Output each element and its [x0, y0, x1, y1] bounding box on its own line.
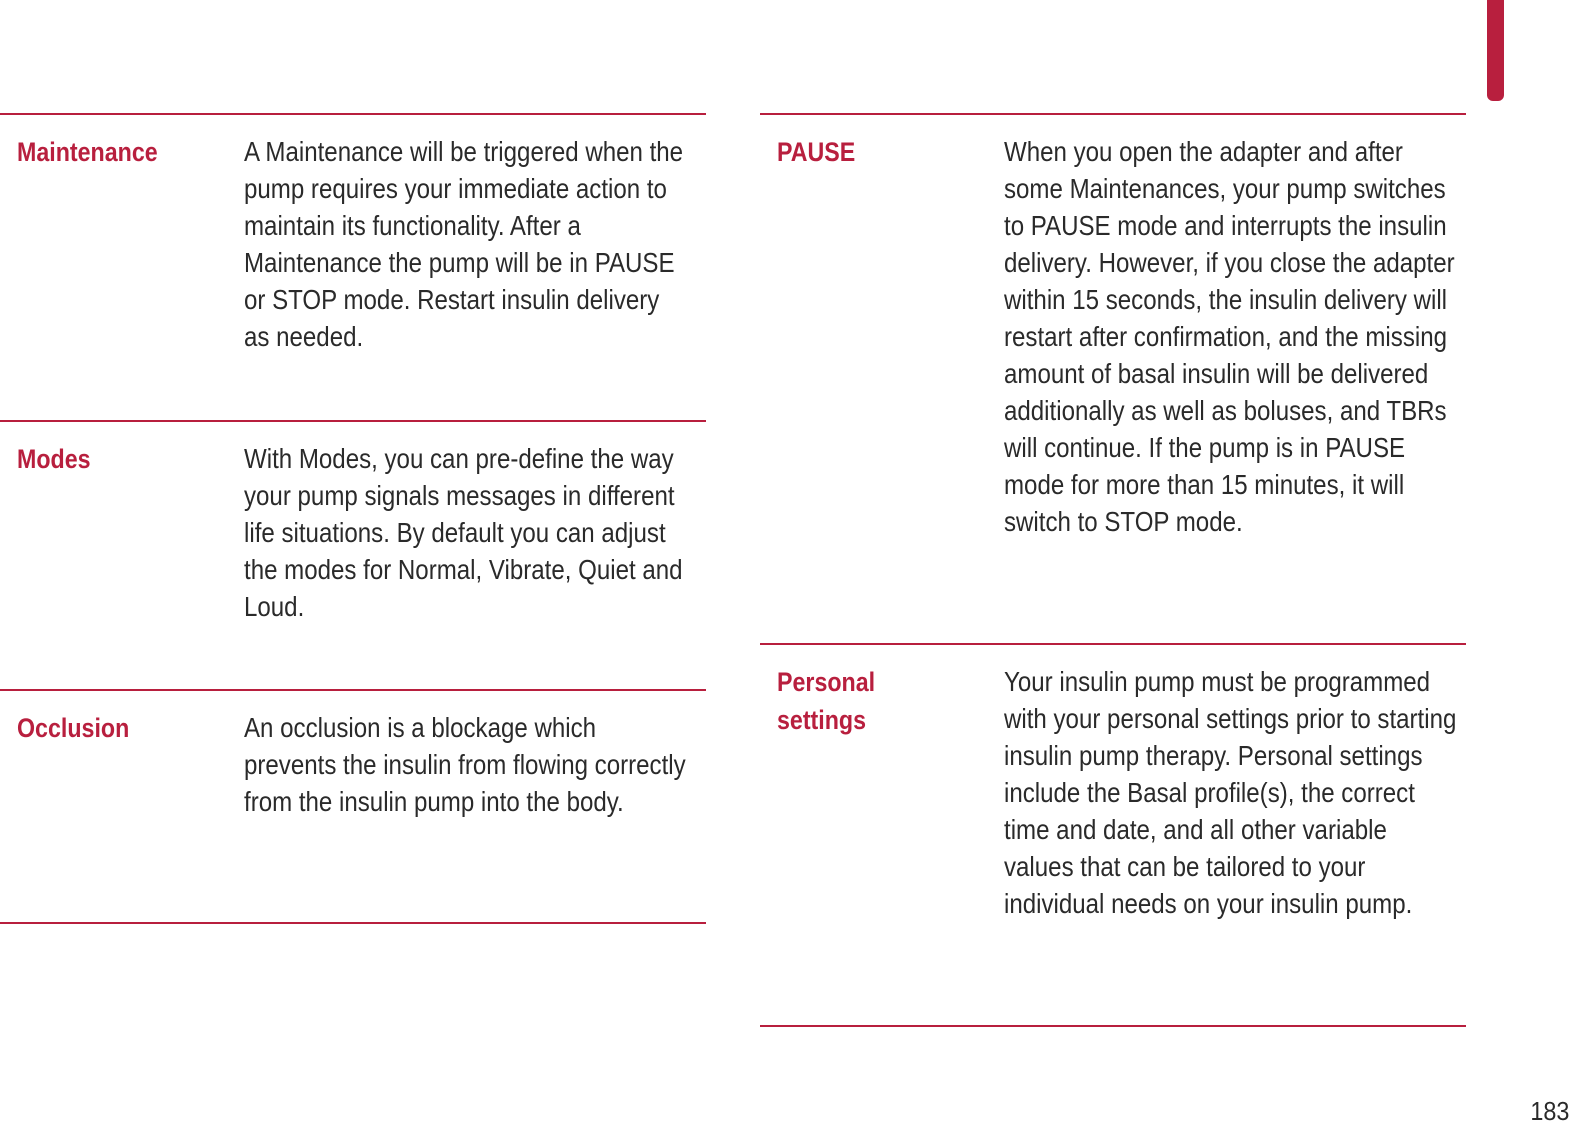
glossary-entry-occlusion	[0, 689, 706, 924]
glossary-definition: Your insulin pump must be programmed with your personal settings prior to starting insulin pump therapy. Personal settings include the Basal profile(s), the correct time and date, and all other variable values that can be tailored to your individual needs on your insulin pump.	[1004, 666, 1457, 919]
glossary-definition: With Modes, you can pre-define the way your pump signals messages in different life situations. By default you can adjust the modes for Normal, Vibrate, Quiet and Loud.	[244, 443, 683, 622]
glossary-term: Personal settings	[777, 667, 876, 735]
page-number: 183	[1529, 1096, 1569, 1126]
chapter-tab-marker	[1487, 0, 1504, 101]
glossary-term: PAUSE	[777, 137, 856, 167]
glossary-entry-maintenance	[0, 113, 706, 420]
glossary-entry-modes	[0, 420, 706, 689]
glossary-right-column	[760, 113, 1466, 1027]
glossary-definition: A Maintenance will be triggered when the pump requires your immediate action to maintain its functionality. After a Maintenance the pump will be in PAUSE or STOP mode. Restart insulin delivery as needed.	[244, 136, 684, 352]
glossary-left-column	[0, 113, 706, 924]
glossary-term: Occlusion	[17, 713, 130, 743]
glossary-term: Maintenance	[17, 137, 158, 167]
glossary-entry-pause	[760, 113, 1466, 643]
glossary-term: Modes	[17, 444, 91, 474]
glossary-definition: An occlusion is a blockage which prevents the insulin from flowing correctly from the insulin pump into the body.	[244, 712, 686, 817]
glossary-entry-personal-settings	[760, 643, 1466, 1027]
glossary-definition: When you open the adapter and after some Maintenances, your pump switches to PAUSE mode and interrupts the insulin delivery. However, if you close the adapter within 15 seconds, the insulin delivery will restart after confirmation, and the missing amount of basal insulin will be delivered additionally as well as boluses, and TBRs will continue. If the pump is in PAUSE mode for more than 15 minutes, it will switch to STOP mode.	[1004, 136, 1455, 537]
